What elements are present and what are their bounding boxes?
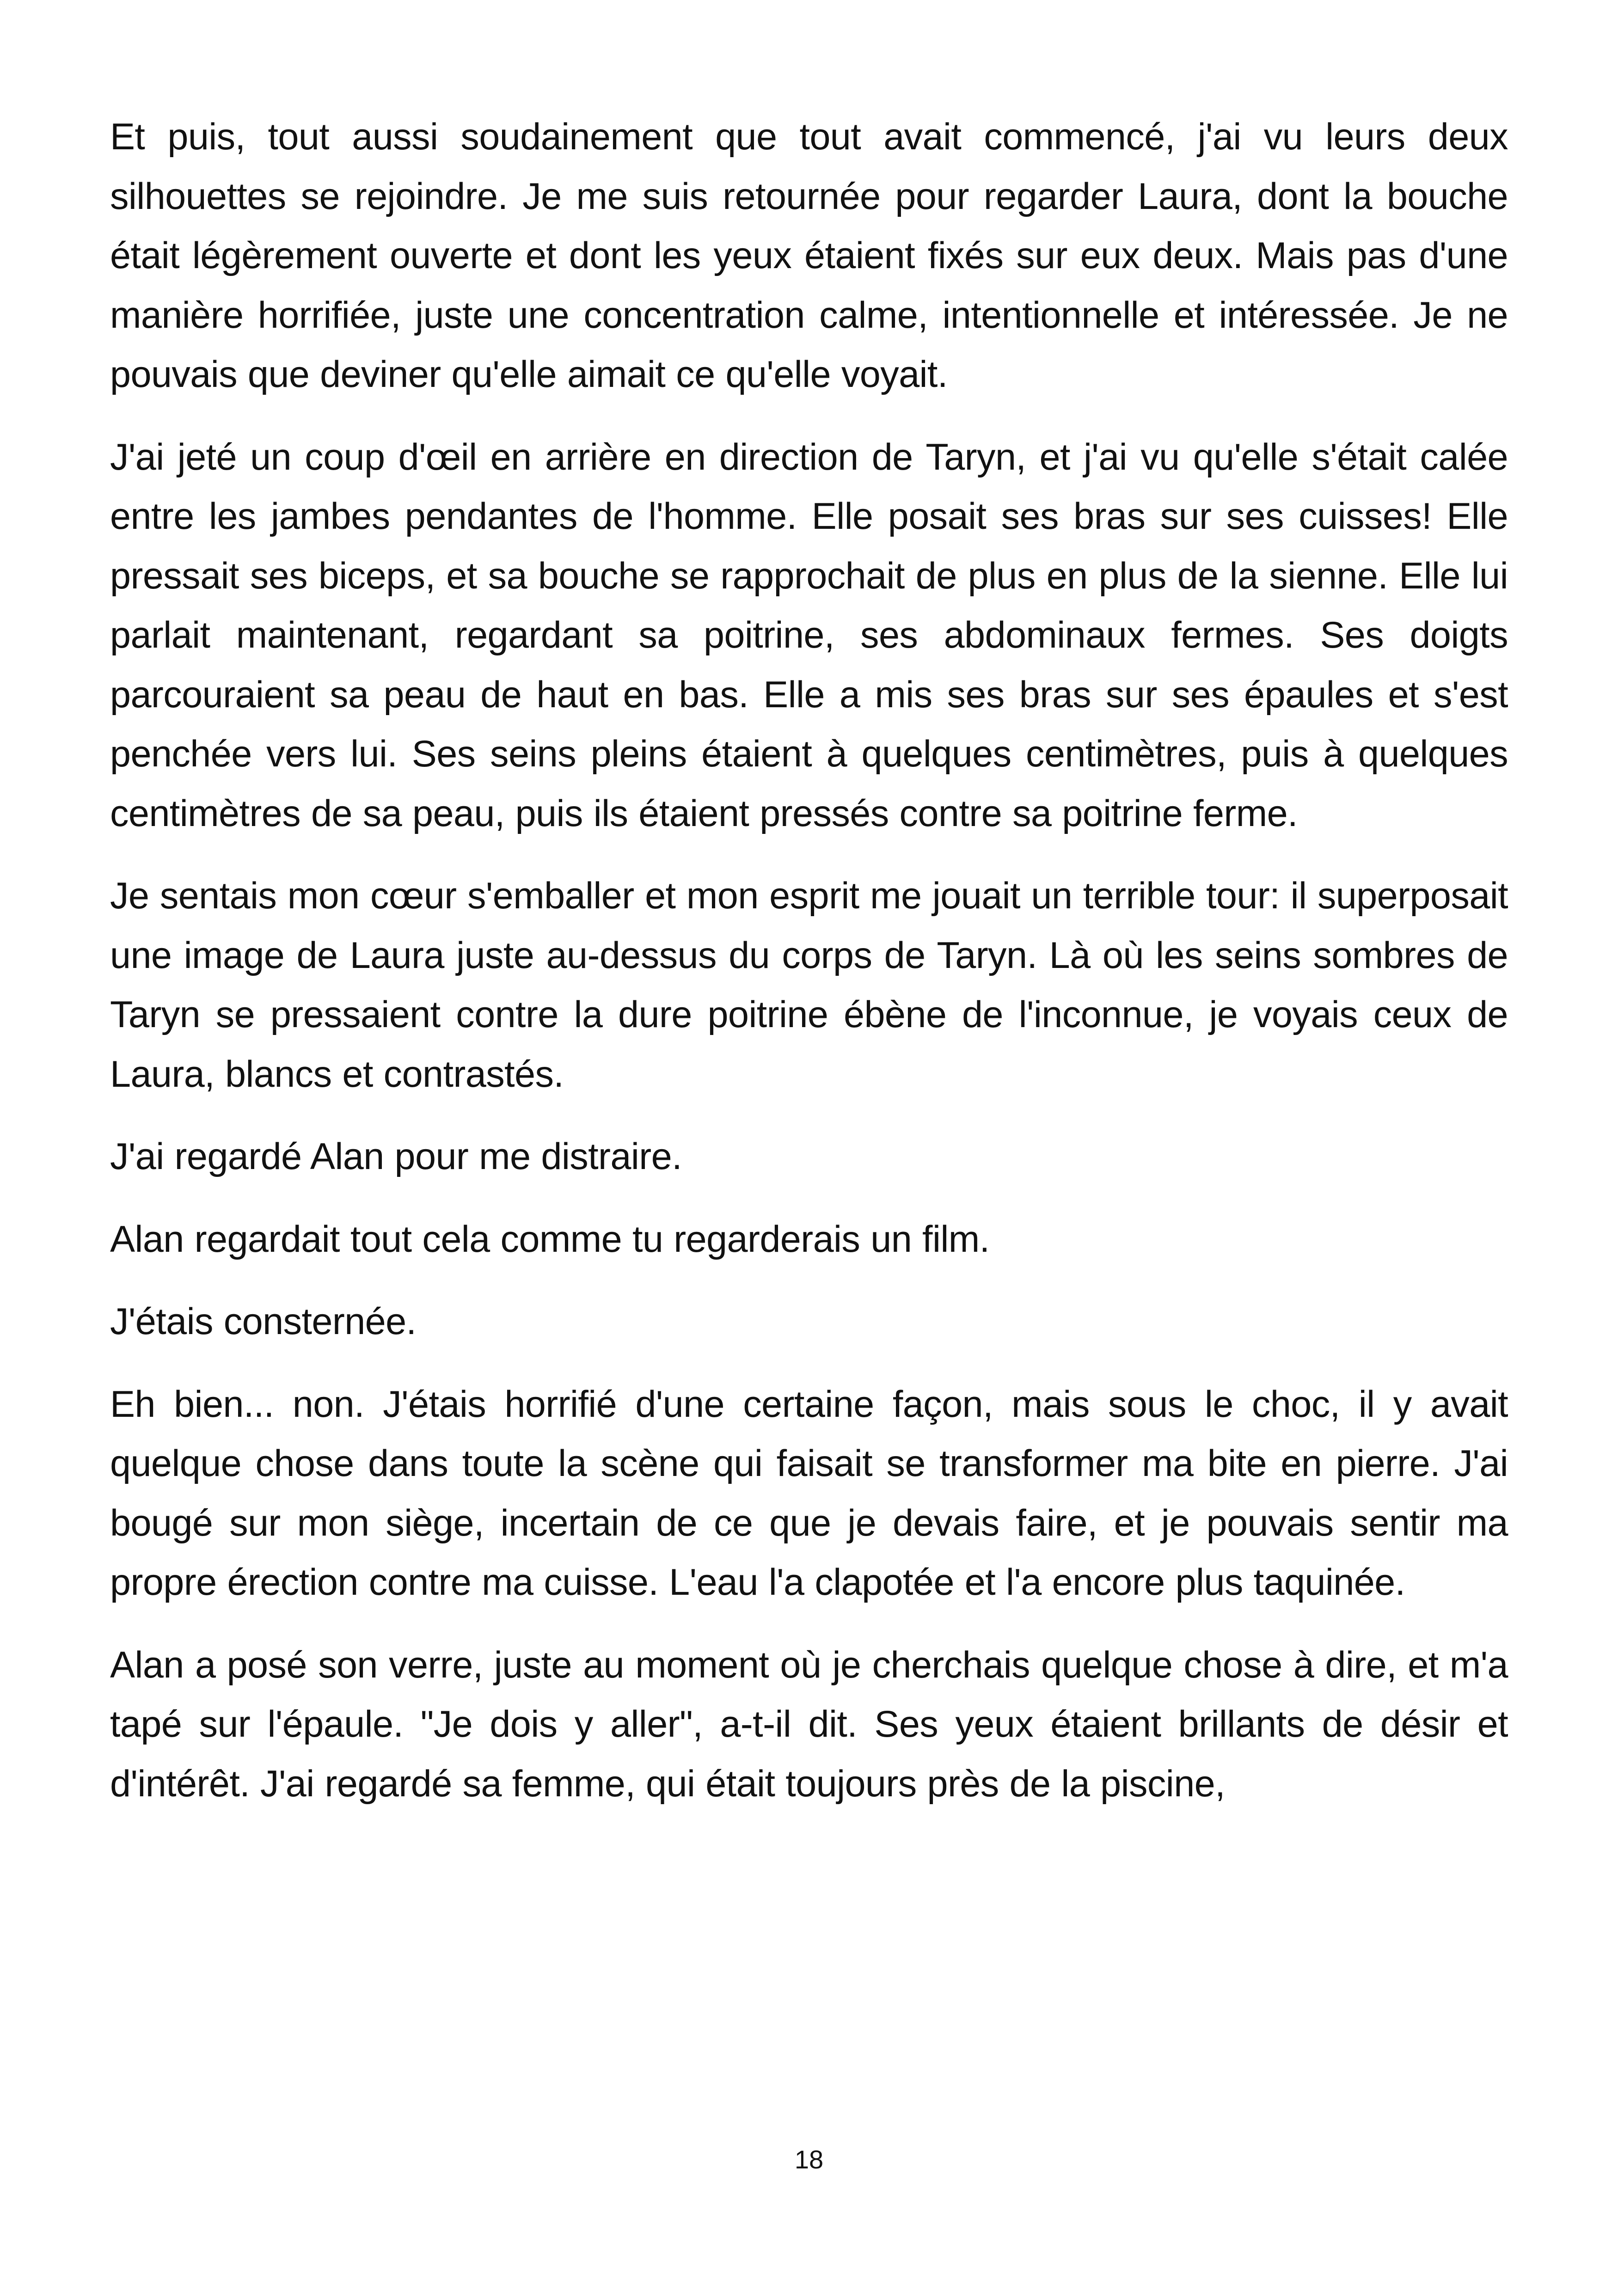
paragraph: Alan a posé son verre, juste au moment où je cherchais quelque chose à dire, et m'a tapé sur l'épaule. "Je dois y aller", a-t-il dit. Ses yeux étaient brillants de désir et d'intérêt. J'ai regardé sa femme, qui était toujours près de la piscine, [110, 1644, 1508, 1805]
paragraph: Je sentais mon cœur s'emballer et mon esprit me jouait un terrible tour: il superposait une image de Laura juste au-dessus du corps de Taryn. Là où les seins sombres de Taryn se pressaient contre la dure poitrine ébène de l'inconnue, je voyais ceux de Laura, blancs et contrastés. [110, 875, 1508, 1095]
paragraph: Alan regardait tout cela comme tu regarderais un film. [110, 1218, 990, 1260]
paragraph: J'ai regardé Alan pour me distraire. [110, 1136, 682, 1177]
paragraph: Eh bien... non. J'étais horrifié d'une certaine façon, mais sous le choc, il y avait quelque chose dans toute la scène qui faisait se transformer ma bite en pierre. J'ai bougé sur mon siège, incertain de ce que je devais faire, et je pouvais sentir ma propre érection contre ma cuisse. L'eau l'a clapotée et l'a encore plus taquinée. [110, 1383, 1508, 1603]
page-number: 18 [794, 2145, 824, 2174]
paragraph: Et puis, tout aussi soudainement que tout avait commencé, j'ai vu leurs deux silhouettes se rejoindre. Je me suis retournée pour regarder Laura, dont la bouche était légèrement ouverte et dont les yeux étaient fixés sur eux deux. Mais pas d'une manière horrifiée, juste une concentration calme, intentionnelle et intéressée. Je ne pouvais que deviner qu'elle aimait ce qu'elle voyait. [110, 116, 1508, 395]
paragraph: J'ai jeté un coup d'œil en arrière en direction de Taryn, et j'ai vu qu'elle s'était calée entre les jambes pendantes de l'homme. Elle posait ses bras sur ses cuisses! Elle pressait ses biceps, et sa bouche se rapprochait de plus en plus de la sienne. Elle lui parlait maintenant, regardant sa poitrine, ses abdominaux fermes. Ses doigts parcouraient sa peau de haut en bas. Elle a mis ses bras sur ses épaules et s'est penchée vers lui. Ses seins pleins étaient à quelques centimètres, puis à quelques centimètres de sa peau, puis ils étaient pressés contre sa poitrine ferme. [110, 436, 1508, 834]
page-body [110, 107, 1508, 1837]
paragraph: J'étais consternée. [110, 1301, 417, 1342]
